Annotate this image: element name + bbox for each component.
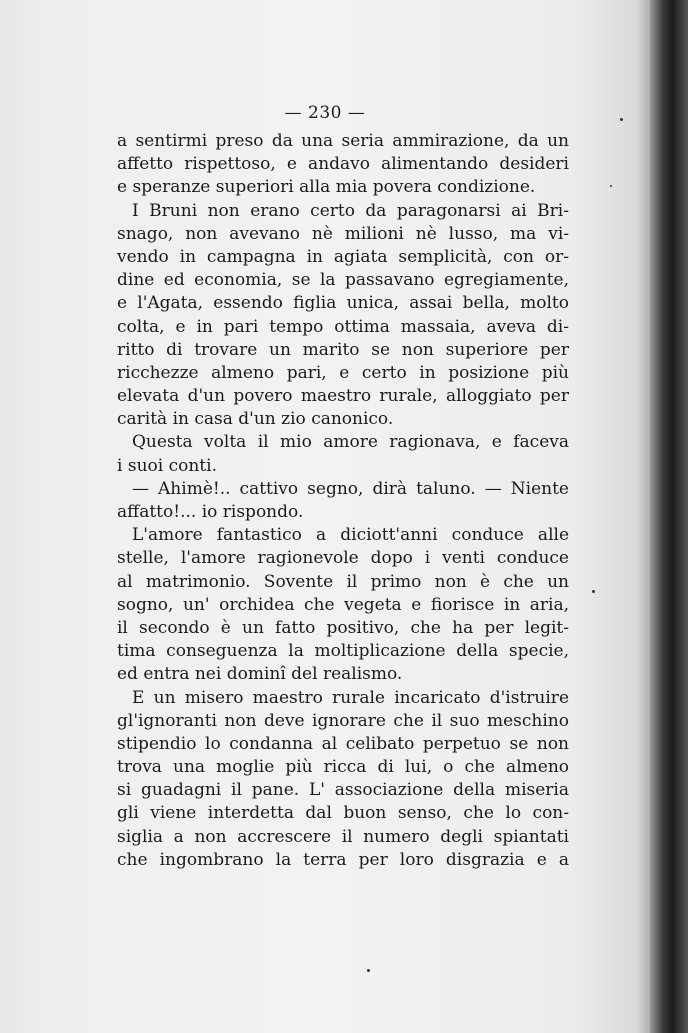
text-line: a sentirmi preso da una seria ammirazione, da un — [117, 131, 569, 151]
text-line: trova una moglie più ricca di lui, o che almeno — [117, 757, 569, 778]
text-line: il secondo è un fatto positivo, che ha per legit- — [117, 617, 569, 638]
text-line: gl'ignoranti non deve ignorare che il suo meschino — [117, 710, 569, 731]
text-line: ed entra nei dominî del realismo. — [117, 664, 403, 685]
text-line: ricchezze almeno pari, e certo in posizione più — [117, 362, 569, 383]
text-line: elevata d'un povero maestro rurale, alloggiato per — [117, 386, 569, 407]
text-line: E un misero maestro rurale incaricato d'istruire — [132, 687, 569, 708]
text-line: gli viene interdetta dal buon senso, che lo con- — [117, 803, 569, 824]
text-line: stipendio lo condanna al celibato perpetuo se non — [117, 733, 569, 754]
text-line: affatto!... io rispondo. — [117, 502, 304, 522]
text-line: al matrimonio. Sovente il primo non è che un — [117, 571, 569, 592]
book-spine — [650, 0, 688, 1033]
text-line: sogno, un' orchidea che vegeta e fiorisce in aria, — [117, 594, 569, 615]
text-line: Questa volta il mio amore ragionava, e faceva — [132, 432, 569, 453]
text-line: tima conseguenza la moltiplicazione della specie, — [117, 641, 569, 662]
ink-speck — [620, 118, 623, 121]
text-line: carità in casa d'un zio canonico. — [117, 409, 394, 430]
text-line: i suoi conti. — [117, 455, 217, 476]
text-line: snago, non avevano nè milioni nè lusso, ma vi- — [117, 223, 569, 244]
text-line: vendo in campagna in agiata semplicità, con or- — [117, 246, 569, 267]
text-line: si guadagni il pane. L' associazione della miseria — [117, 780, 569, 801]
page-number: — 230 — — [284, 103, 366, 123]
ink-speck — [610, 185, 612, 187]
page-gutter-shadow — [636, 0, 650, 1033]
text-line: colta, e in pari tempo ottima massaia, aveva di- — [117, 316, 569, 337]
text-line: e l'Agata, essendo figlia unica, assai bella, molto — [117, 293, 569, 314]
page-text — [117, 130, 569, 872]
ink-speck — [592, 590, 595, 593]
text-line: che ingombrano la terra per loro disgrazia e a — [117, 849, 569, 870]
text-line: siglia a non accrescere il numero degli spiantati — [117, 826, 569, 847]
text-line: L'amore fantastico a diciott'anni conduce alle — [132, 525, 569, 546]
text-line: ritto di trovare un marito se non superiore per — [117, 339, 569, 360]
text-line: e speranze superiori alla mia povera condizione. — [117, 177, 536, 198]
text-line: I Bruni non erano certo da paragonarsi ai Bri- — [132, 200, 569, 221]
text-line: — Ahimè!.. cattivo segno, dirà taluno. — Niente — [132, 478, 569, 499]
text-line: affetto rispettoso, e andavo alimentando desideri — [117, 154, 569, 175]
ink-speck — [367, 969, 370, 972]
text-line: dine ed economia, se la passavano egregiamente, — [117, 270, 569, 291]
text-line: stelle, l'amore ragionevole dopo i venti conduce — [117, 548, 569, 569]
